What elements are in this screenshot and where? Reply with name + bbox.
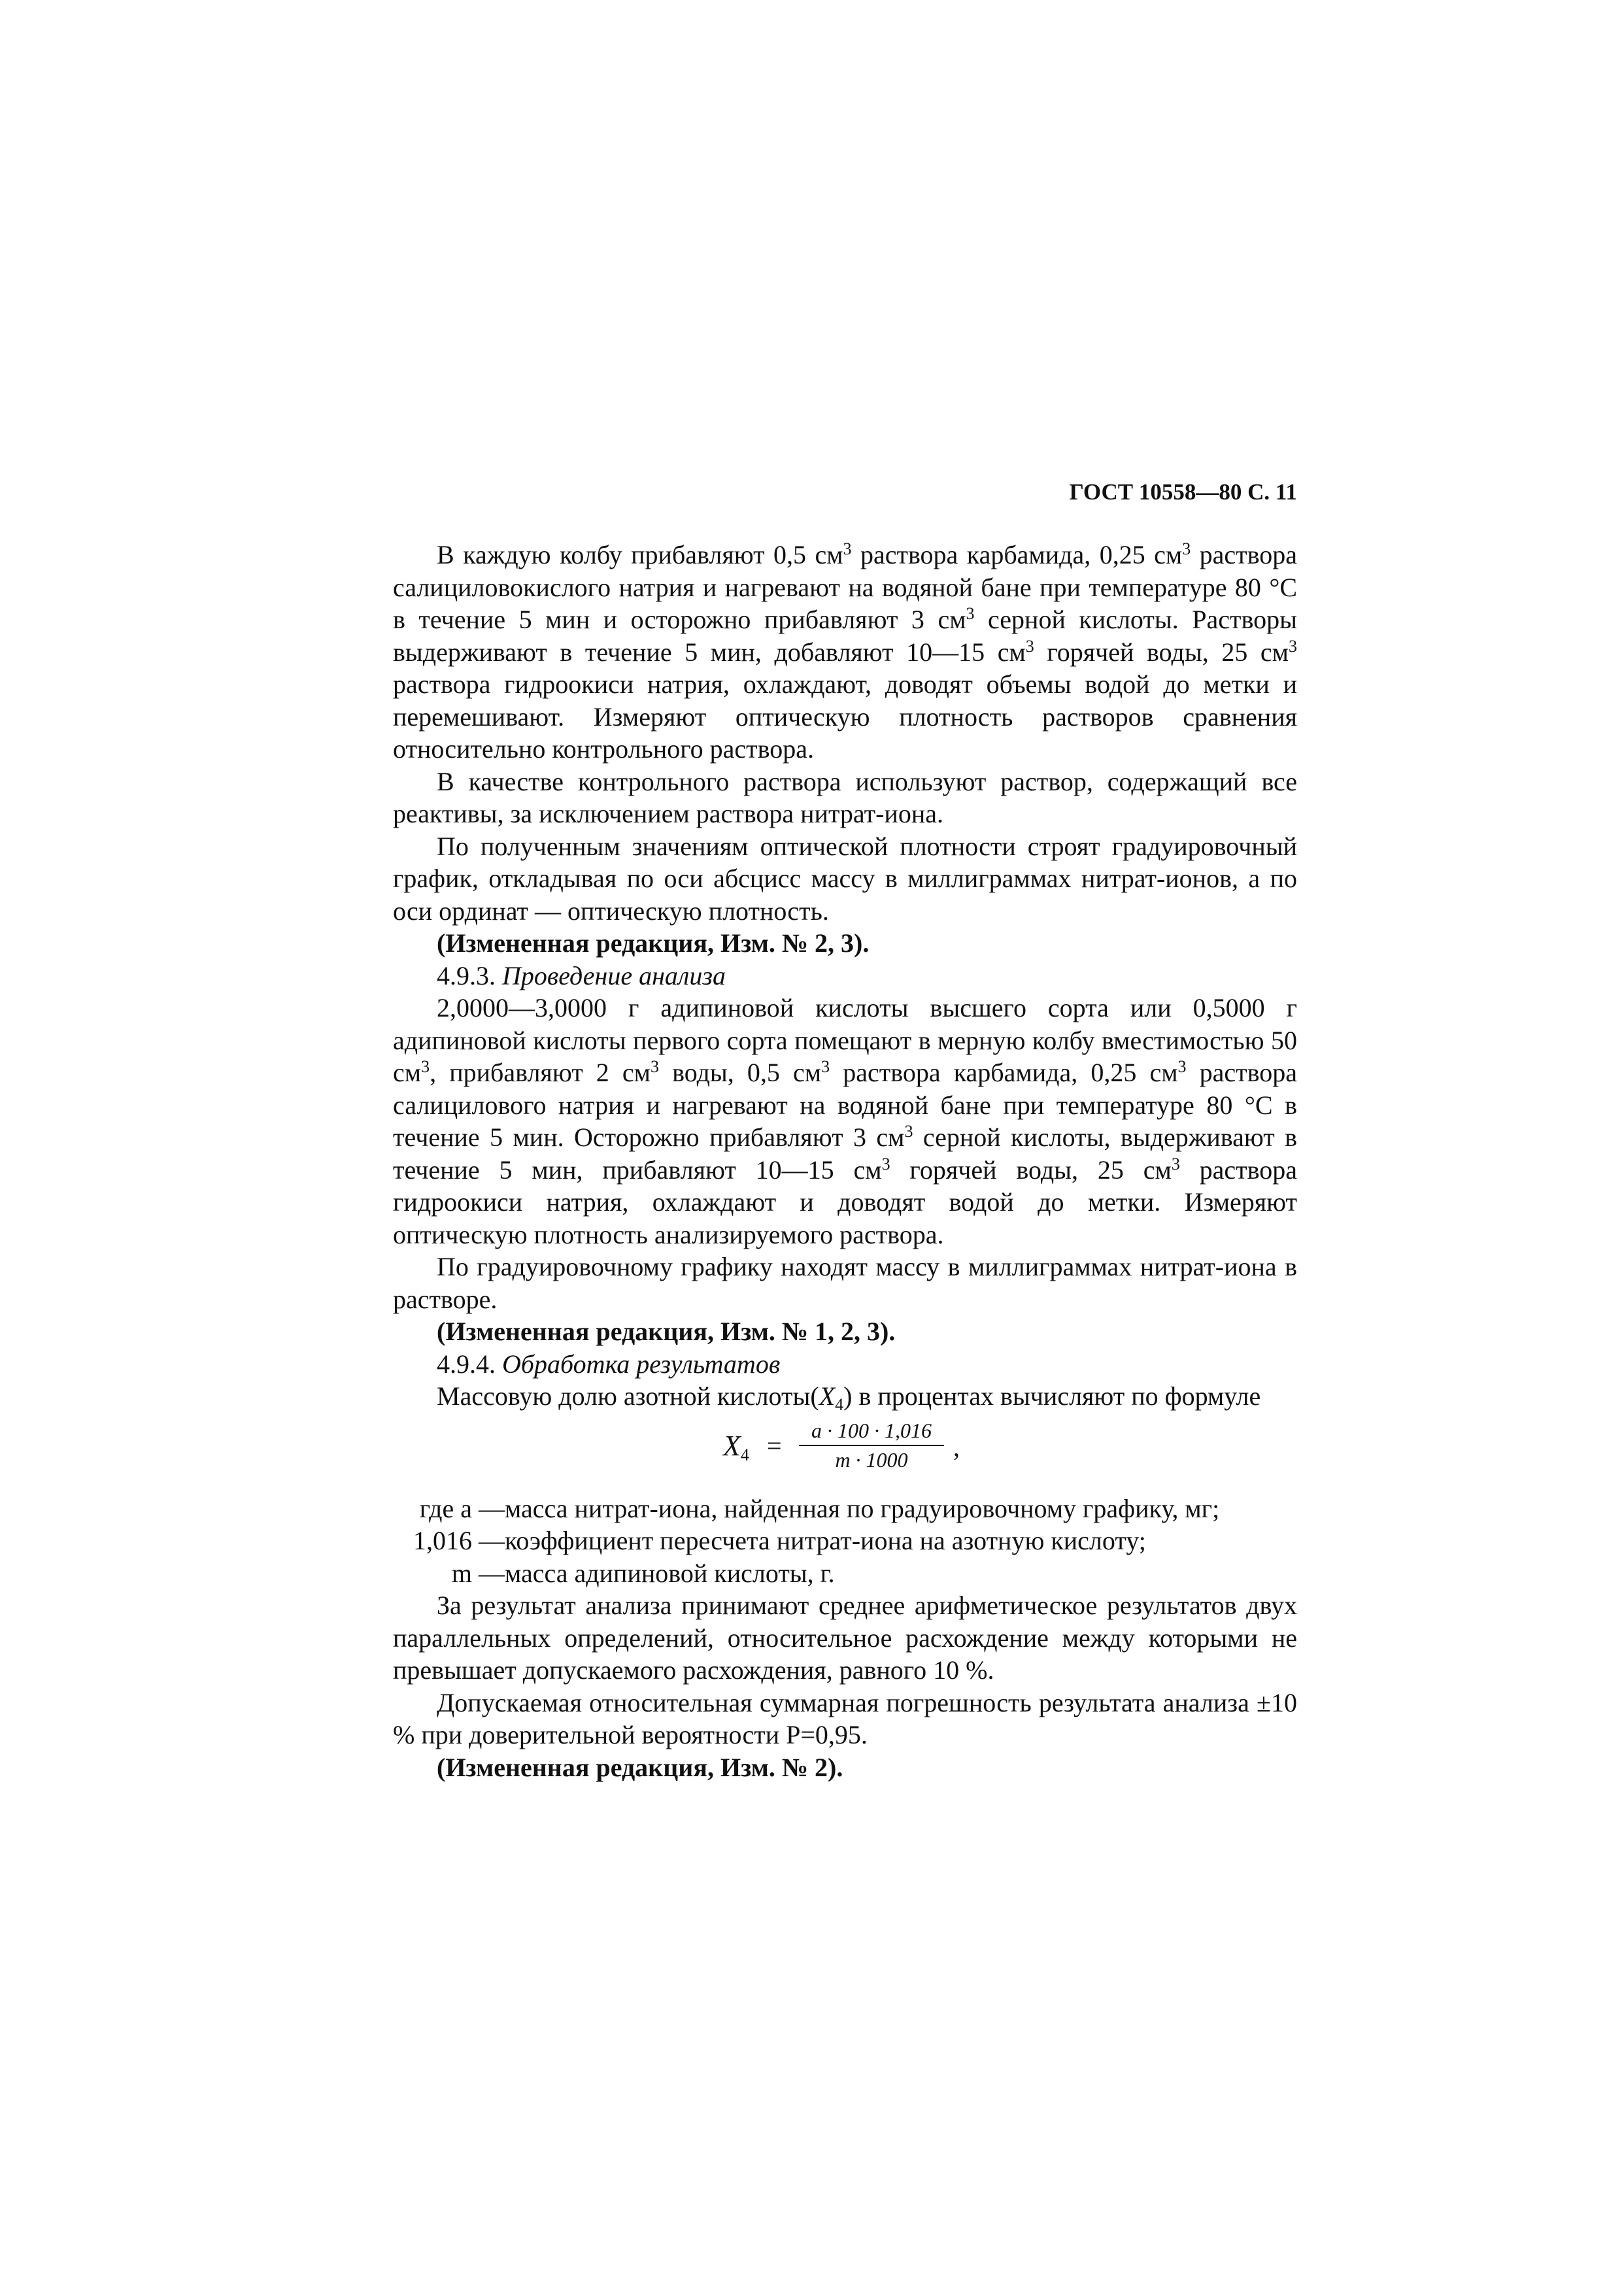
definition-text: коэффициент пересчета нитрат-иона на азотную кислоту;	[505, 1526, 1146, 1555]
formula-x4	[393, 1418, 1297, 1486]
paragraph-formula-intro: Массовую долю азотной $кислоты(X_4)$ в процентах вычисляют по формуле	[437, 1381, 1261, 1414]
paragraph-calibration-graph: По полученным значениям оптической плотности строят градуировочный график, откладывая по оси абсцисс массу в миллиграммах нитрат-ионов, а по оси ординат — оптическую плотность.	[393, 831, 1297, 926]
document-body	[393, 539, 1297, 1783]
formula-lhs: $X_4$	[723, 1429, 749, 1464]
formula-denominator: m · 1000	[835, 1447, 908, 1472]
definition-text: масса нитрат-иона, найденная по градуировочному графику, мг;	[505, 1493, 1220, 1523]
amendment-note: (Измененная редакция, Изм. № 1, 2, 3).	[437, 1317, 896, 1346]
formula-trailing-comma: ,	[953, 1432, 960, 1462]
section-heading-4-9-3: 4.9.3. Проведение анализа	[437, 960, 726, 990]
definition-row	[393, 1525, 1297, 1557]
fraction-bar	[799, 1445, 944, 1446]
section-heading-4-9-4: 4.9.4. Обработка результатов	[437, 1349, 781, 1379]
paragraph-error-tolerance: Допускаемая относительная суммарная погрешность результата анализа ±10 % при доверительной вероятности P=0,95.	[393, 1687, 1297, 1749]
amendment-note: (Измененная редакция, Изм. № 2).	[437, 1752, 843, 1782]
definition-row	[393, 1557, 1297, 1590]
definition-symbol: где a —	[419, 1493, 505, 1523]
formula-equals: =	[767, 1430, 782, 1460]
paragraph-control-solution: В качестве контрольного раствора используют раствор, содержащий все реактивы, за исключением раствора нитрат-иона.	[393, 766, 1297, 828]
definition-symbol: m —	[451, 1558, 505, 1588]
paragraph-analysis-procedure: 2,0000—3,0000 г адипиновой кислоты высшего сорта или 0,5000 г адипиновой кислоты первого сорта помещают в мерную колбу вместимостью 50 $см^3$, прибавляют 2 $см^3$ воды, 0,5 $см^3$ раствора карбамида, 0,25 $см^3$ раствора салицилового натрия и нагревают на водяной бане при температуре 80 °С в течение 5 мин. Осторожно прибавляют 3 $см^3$ серной кислоты, выдерживают в течение 5 мин, прибавляют 10—15 $см^3$ горячей воды, 25 $см^3$ раствора гидроокиси натрия, охлаждают и доводят водой до метки. Измеряют оптическую плотность анализируемого раствора.	[393, 993, 1298, 1249]
definition-text: масса адипиновой кислоты, г.	[505, 1558, 835, 1588]
paragraph-result-mean: За результат анализа принимают среднее арифметическое результатов двух параллельных определений, относительное расхождение между которыми не превышает допускаемого расхождения, равного 10 %.	[393, 1591, 1297, 1685]
formula-fraction	[799, 1418, 944, 1472]
paragraph-calibration-procedure: В каждую колбу прибавляют 0,5 $см^3$ раствора карбамида, 0,25 $см^3$ раствора салициловокислого натрия и нагревают на водяной бане при температуре 80 °С в течение 5 мин и осторожно прибавляют 3 $см^3$ серной кислоты. Растворы выдерживают в течение 5 мин, добавляют 10—15 $см^3$ горячей воды, 25 $см^3$ раствора гидроокиси натрия, охлаждают, доводят объемы водой до метки и перемешивают. Измеряют оптическую плотность растворов сравнения относительно контрольного раствора.	[393, 539, 1297, 764]
formula-numerator: a · 100 · 1,016	[811, 1418, 932, 1442]
paragraph-find-mass: По градуировочному графику находят массу в миллиграммах нитрат-иона в растворе.	[393, 1252, 1297, 1314]
amendment-note: (Измененная редакция, Изм. № 2, 3).	[437, 928, 870, 958]
variable-definitions	[393, 1493, 1297, 1590]
definition-symbol: 1,016 —	[413, 1526, 505, 1555]
page-header: ГОСТ 10558—80 С. 11	[1069, 479, 1297, 505]
definition-row	[393, 1493, 1297, 1525]
